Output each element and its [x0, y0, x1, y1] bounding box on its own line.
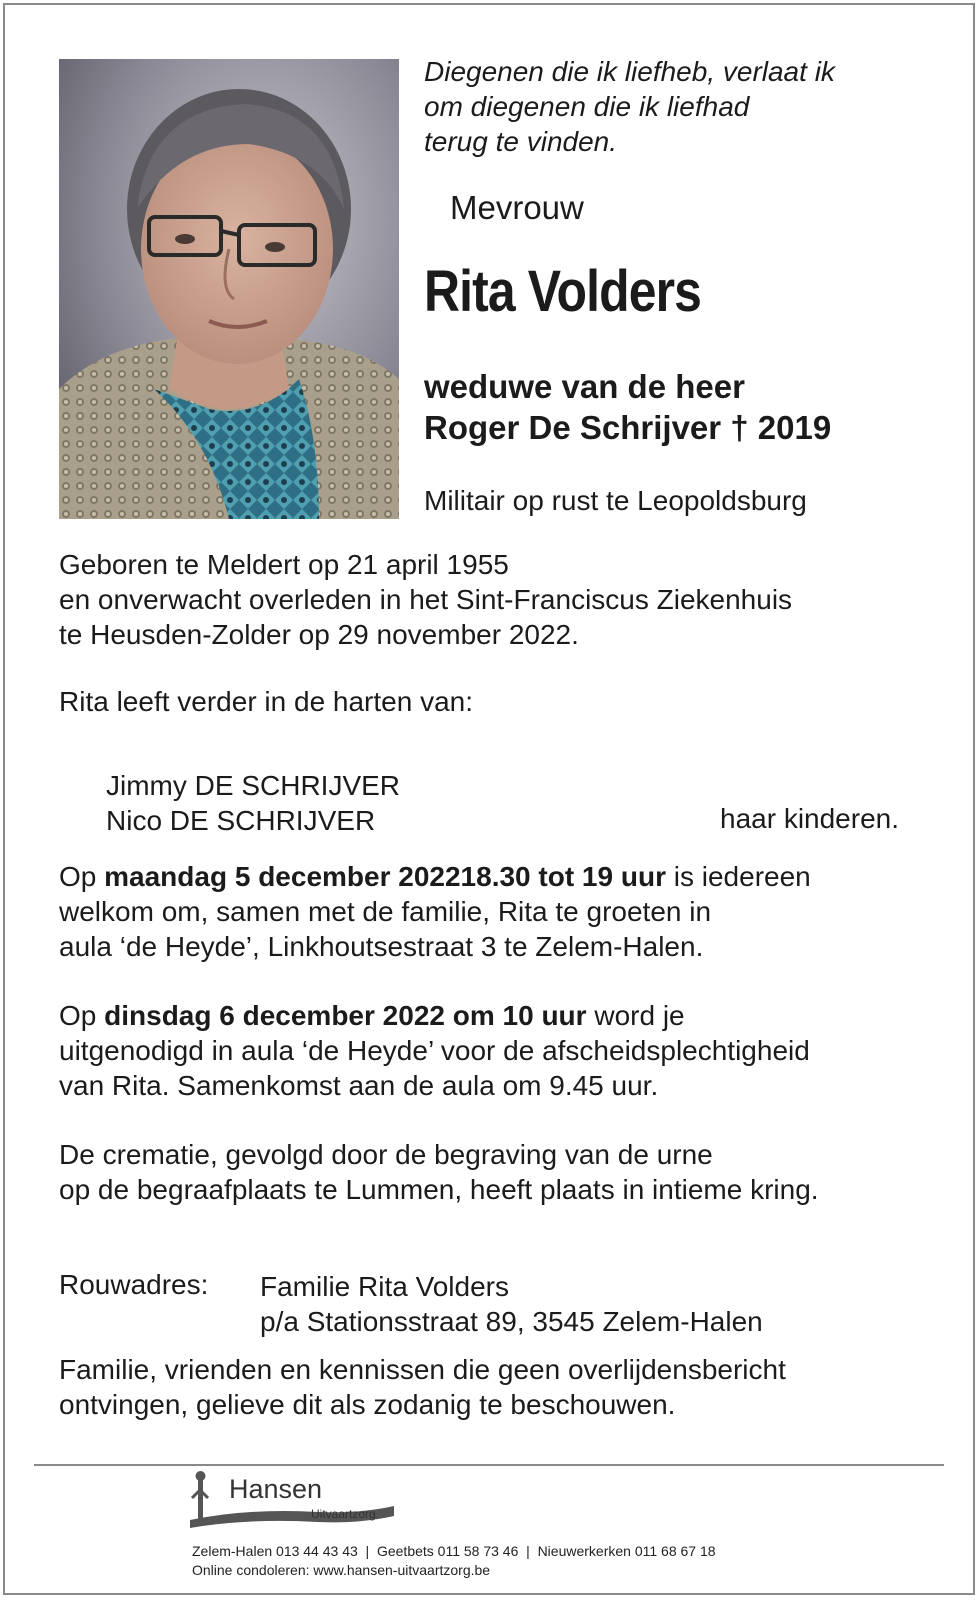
paragraph-line: uitgenodigd in aula ‘de Heyde’ voor de afscheidsplechtigheid — [59, 1035, 810, 1066]
footer-online-link[interactable]: Online condoleren: www.hansen-uitvaartzorg.be — [192, 1562, 491, 1578]
paragraph-line: Geboren te Meldert op 21 april 1955 — [59, 549, 509, 580]
quote-line: terug te vinden. — [424, 126, 618, 157]
text-prefix: Op — [59, 1000, 97, 1031]
text-suffix: is iedereen — [673, 861, 811, 892]
visitation-paragraph — [59, 859, 811, 964]
paragraph-line: van Rita. Samenkomst aan de aula om 9.45 uur. — [59, 1070, 659, 1101]
visitation-datetime: maandag 5 december 202218.30 tot 19 uur — [104, 861, 666, 892]
paragraph-line — [59, 859, 811, 894]
honorific: Mevrouw — [450, 189, 584, 226]
paragraph-line: op de begraafplaats te Lummen, heeft plaats in intieme kring. — [59, 1174, 819, 1205]
birth-death-paragraph — [59, 547, 792, 652]
widow-line: Roger De Schrijver † 2019 — [424, 409, 832, 446]
footer-divider — [34, 1464, 944, 1466]
child-name: Jimmy DE SCHRIJVER — [106, 770, 401, 801]
paragraph-line: ontvingen, gelieve dit als zodanig te beschouwen. — [59, 1389, 676, 1420]
ceremony-paragraph — [59, 998, 810, 1103]
paragraph-line: De crematie, gevolgd door de begraving van de urne — [59, 1139, 713, 1170]
paragraph-line: te Heusden-Zolder op 29 november 2022. — [59, 619, 579, 650]
logo-name: Hansen — [229, 1474, 323, 1504]
paragraph-line: en onverwacht overleden in het Sint-Franciscus Ziekenhuis — [59, 584, 793, 615]
quote — [424, 54, 835, 159]
child-name: Nico DE SCHRIJVER — [106, 805, 376, 836]
footer-phones: Zelem-Halen 013 44 43 43 | Geetbets 011 58 73 46 | Nieuwerkerken 011 68 67 18 — [192, 1543, 716, 1559]
paragraph-line: Familie, vrienden en kennissen die geen overlijdensbericht — [59, 1354, 786, 1385]
mourning-address — [260, 1269, 763, 1339]
widow-line: weduwe van de heer — [424, 368, 745, 405]
quote-line: om diegenen die ik liefhad — [424, 91, 750, 122]
address-line: Familie Rita Volders — [260, 1271, 509, 1302]
footer-contact — [192, 1542, 716, 1580]
address-label: Rouwadres: — [59, 1269, 209, 1300]
paragraph-line: welkom om, samen met de familie, Rita te groeten in — [59, 896, 712, 927]
text-prefix: Op — [59, 861, 97, 892]
address-line: p/a Stationsstraat 89, 3545 Zelem-Halen — [260, 1306, 763, 1337]
portrait-photo — [59, 59, 399, 519]
closing-paragraph — [59, 1352, 786, 1422]
text-suffix: word je — [594, 1000, 685, 1031]
paragraph-line: aula ‘de Heyde’, Linkhoutsestraat 3 te Zelem-Halen. — [59, 931, 704, 962]
quote-line: Diegenen die ik liefheb, verlaat ik — [424, 56, 835, 87]
deceased-name: Rita Volders — [424, 259, 702, 324]
children-list — [106, 768, 400, 838]
widow-of — [424, 366, 831, 448]
survivors-intro: Rita leeft verder in de harten van: — [59, 686, 474, 717]
profession: Militair op rust te Leopoldsburg — [424, 485, 807, 516]
ceremony-datetime: dinsdag 6 december 2022 om 10 uur — [104, 1000, 587, 1031]
children-relation: haar kinderen. — [720, 803, 900, 834]
paragraph-line — [59, 998, 810, 1033]
cremation-paragraph — [59, 1137, 819, 1207]
logo-subtitle: Uitvaartzorg — [311, 1507, 376, 1521]
